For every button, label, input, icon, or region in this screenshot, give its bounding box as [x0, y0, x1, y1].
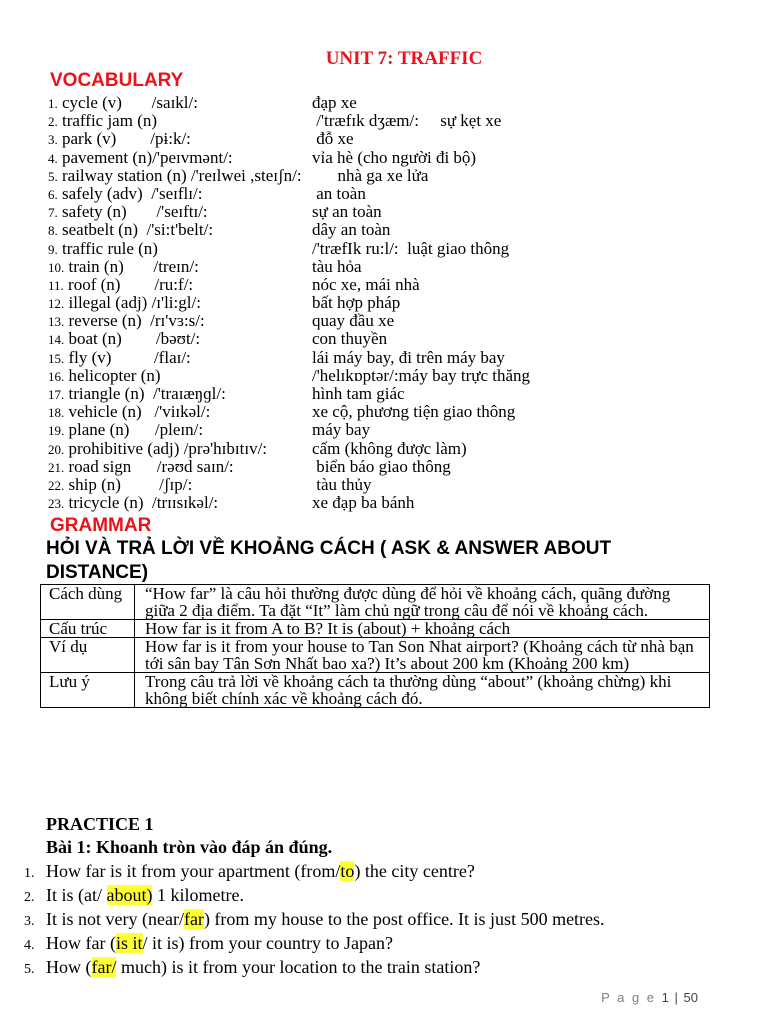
grammar-row-content: How far is it from your house to Tan Son Nhat airport? (Khoảng cách từ nhà bạn tới sân bay Tân Sơn Nhất bao xa?) It’s about 200 km (Khoảng 200 km): [135, 638, 710, 673]
vocab-word: tricycle (n) /trɪɪsɪkəl/:: [68, 493, 219, 513]
vocab-term: [48, 312, 205, 331]
vocab-meaning: biển báo giao thông: [312, 456, 451, 476]
question-number: 1.: [24, 866, 35, 881]
vocab-meaning: lái máy bay, đi trên máy bay: [312, 347, 505, 367]
vocab-meaning: cấm (không được làm): [312, 438, 467, 458]
question-item: [24, 955, 605, 979]
vocab-meaning: tàu hỏa: [312, 256, 362, 276]
vocab-term: [48, 240, 158, 259]
vocab-meaning: đỗ xe: [312, 129, 354, 149]
vocab-number: 8.: [48, 223, 58, 239]
question-text-before: It is not very (near/: [46, 909, 184, 929]
highlighted-answer: to: [340, 861, 355, 881]
vocab-term: [48, 349, 191, 368]
grammar-row-label: Lưu ý: [41, 673, 135, 708]
grammar-table: [40, 584, 710, 708]
vocab-number: 13.: [48, 314, 65, 330]
vocab-number: 2.: [48, 114, 58, 130]
vocab-term: [48, 440, 267, 459]
vocab-meaning: xe cộ, phương tiện giao thông: [312, 402, 516, 422]
footer-separator: |: [674, 990, 678, 1005]
question-item: [24, 931, 605, 955]
grammar-row-content: How far is it from A to B? It is (about) + khoảng cách: [135, 620, 710, 638]
vocab-number: 5.: [48, 168, 58, 184]
question-item: [24, 859, 605, 883]
vocab-term: [48, 494, 218, 513]
vocab-word: roof (n) /ru:f/:: [68, 274, 194, 294]
vocab-term: [48, 385, 226, 404]
vocab-meaning: bất hợp pháp: [312, 293, 401, 313]
exercise-title: Bài 1: Khoanh tròn vào đáp án đúng.: [46, 837, 333, 857]
footer-total-pages: 50: [683, 990, 698, 1005]
grammar-row-content: Trong câu trả lời về khoảng cách ta thường dùng “about” (khoảng chừng) khi không biết chính xác về khoảng cách đó.: [135, 673, 710, 708]
vocab-term: [48, 258, 199, 277]
vocab-word: pavement (n)/'peɪvmənt/:: [62, 147, 233, 167]
vocab-number: 21.: [48, 459, 65, 475]
question-number: 4.: [24, 938, 35, 953]
vocab-meaning: /'helɪkɒptər/:máy bay trực thăng: [312, 365, 531, 385]
vocab-term: [48, 185, 202, 204]
vocab-number: 9.: [48, 241, 58, 257]
vocab-meaning: máy bay: [312, 420, 371, 440]
grammar-row-label: Cách dùng: [41, 585, 135, 620]
vocab-word: fly (v) /flaɪ/:: [68, 347, 191, 367]
vocab-word: railway station (n) /'reɪlwei ,steɪʃn/:: [62, 165, 302, 185]
vocab-term: [48, 203, 208, 222]
vocab-term: [48, 294, 201, 313]
vocab-number: 6.: [48, 186, 58, 202]
vocab-word: traffic jam (n): [62, 111, 158, 131]
grammar-row-label: Ví dụ: [41, 638, 135, 673]
vocab-word: road sign /rəʊd saɪn/:: [68, 456, 234, 476]
vocab-number: 22.: [48, 477, 65, 493]
highlighted-answer: far: [183, 909, 204, 929]
vocab-word: cycle (v) /saɪkl/:: [62, 93, 198, 112]
grammar-row-content: “How far” là câu hỏi thường được dùng để hỏi về khoảng cách, quãng đường giữa 2 địa điểm. Ta đặt “It” làm chủ ngữ trong câu để nói về khoảng cách.: [135, 585, 710, 620]
vocab-word: helicopter (n): [68, 365, 161, 385]
vocab-term: [48, 403, 210, 422]
vocab-term: [48, 458, 234, 477]
vocab-word: safely (adv) /'seɪflɪ/:: [62, 183, 203, 203]
vocab-word: ship (n) /ʃɪp/:: [68, 474, 193, 494]
vocab-number: 3.: [48, 132, 58, 148]
highlighted-answer: far/: [91, 957, 117, 977]
question-item: [24, 907, 605, 931]
vocab-number: 1.: [48, 96, 58, 111]
vocab-word: safety (n) /'seɪftɪ/:: [62, 202, 208, 222]
vocab-meaning: hình tam giác: [312, 384, 405, 403]
question-item: [24, 883, 605, 907]
grammar-heading: GRAMMAR: [50, 515, 152, 536]
vocab-word: seatbelt (n) /'si:t'belt/:: [62, 220, 214, 240]
question-list: [24, 859, 605, 979]
vocab-term: [48, 476, 192, 495]
vocab-meaning: nhà ga xe lửa: [312, 165, 429, 185]
vocab-number: 19.: [48, 423, 65, 439]
vocab-number: 7.: [48, 205, 58, 221]
grammar-table-row: [41, 673, 710, 708]
vocab-word: reverse (n) /rɪ'vɜ:s/:: [68, 311, 205, 331]
grammar-title: HỎI VÀ TRẢ LỜI VỀ KHOẢNG CÁCH ( ASK & ANSWER ABOUT DISTANCE): [46, 538, 612, 583]
highlighted-answer: about): [106, 885, 153, 905]
vocab-meaning: con thuyền: [312, 329, 388, 349]
vocab-meaning: đạp xe: [312, 93, 357, 112]
vocab-term: [48, 130, 191, 149]
vocab-meaning: dây an toàn: [312, 220, 391, 240]
grammar-row-label: Cấu trúc: [41, 620, 135, 638]
vocab-number: 11.: [48, 277, 64, 293]
question-text-before: How (: [46, 957, 92, 977]
question-text-after: ) from my house to the post office. It is just 500 metres.: [203, 909, 605, 929]
question-text-before: It is (at/: [46, 885, 107, 905]
vocab-word: illegal (adj) /ɪ'li:gl/:: [68, 293, 201, 313]
vocab-meaning: xe đạp ba bánh: [312, 493, 415, 513]
grammar-table-row: [41, 638, 710, 673]
grammar-table-row: [41, 620, 710, 638]
vocab-number: 16.: [48, 368, 65, 384]
vocab-number: 12.: [48, 296, 65, 312]
highlighted-answer: is it: [115, 933, 143, 953]
question-number: 3.: [24, 914, 35, 929]
vocab-term: [48, 167, 302, 186]
footer-page-number: 1: [661, 990, 669, 1005]
vocab-meaning: /'træfɪk dʒæm/: sự kẹt xe: [312, 111, 502, 131]
question-text-before: How far is it from your apartment (from/: [46, 861, 341, 881]
vocab-word: plane (n) /pleɪn/:: [68, 420, 204, 440]
vocab-number: 10.: [48, 259, 65, 275]
vocab-number: 14.: [48, 332, 65, 348]
question-number: 2.: [24, 890, 35, 905]
vocab-word: vehicle (n) /'viɪkəl/:: [68, 402, 211, 422]
vocab-meaning: /'træfIk ru:l/: luật giao thông: [312, 238, 510, 258]
question-text-after: ) the city centre?: [354, 861, 475, 881]
vocab-word: train (n) /treɪn/:: [68, 256, 199, 276]
vocab-word: traffic rule (n): [62, 238, 158, 258]
vocab-number: 23.: [48, 496, 65, 512]
unit-title: UNIT 7: TRAFFIC: [325, 48, 483, 69]
vocab-meaning: quay đầu xe: [312, 311, 395, 331]
footer-page-label: P a g e: [601, 990, 657, 1005]
vocab-number: 20.: [48, 441, 65, 457]
vocab-term: [48, 149, 233, 168]
question-text-after: 1 kilometre.: [152, 885, 244, 905]
vocab-meaning: tàu thủy: [312, 474, 372, 494]
vocab-word: triangle (n) /'traɪæŋɡl/:: [68, 384, 226, 403]
question-number: 5.: [24, 962, 35, 977]
vocab-meaning: vỉa hè (cho người đi bộ): [312, 147, 477, 167]
vocab-term: [48, 112, 157, 131]
vocab-number: 18.: [48, 405, 65, 421]
vocab-number: 17.: [48, 387, 65, 402]
grammar-table-row: [41, 585, 710, 620]
page-footer: [601, 990, 698, 1005]
practice-heading: PRACTICE 1: [46, 814, 154, 834]
vocab-term: [48, 221, 213, 240]
vocab-term: [48, 421, 203, 440]
vocabulary-heading: VOCABULARY: [50, 70, 184, 91]
vocab-term: [48, 330, 200, 349]
vocab-number: 4.: [48, 150, 58, 166]
vocab-term: [48, 367, 161, 386]
question-text-after: much) is it from your location to the train station?: [116, 957, 481, 977]
vocab-meaning: an toàn: [312, 183, 366, 203]
vocab-term: [48, 94, 198, 113]
vocab-word: boat (n) /bəʊt/:: [68, 329, 201, 349]
vocab-meaning: nóc xe, mái nhà: [312, 274, 420, 294]
vocab-number: 15.: [48, 350, 65, 366]
vocab-meaning: sự an toàn: [312, 202, 382, 222]
question-text-before: How far (: [46, 933, 116, 953]
vocab-term: [48, 276, 193, 295]
question-text-after: / it is) from your country to Japan?: [142, 933, 393, 953]
vocab-word: park (v) /pɨ:k/:: [62, 129, 191, 149]
vocab-word: prohibitive (adj) /prə'hɪbɪtɪv/:: [68, 438, 268, 458]
